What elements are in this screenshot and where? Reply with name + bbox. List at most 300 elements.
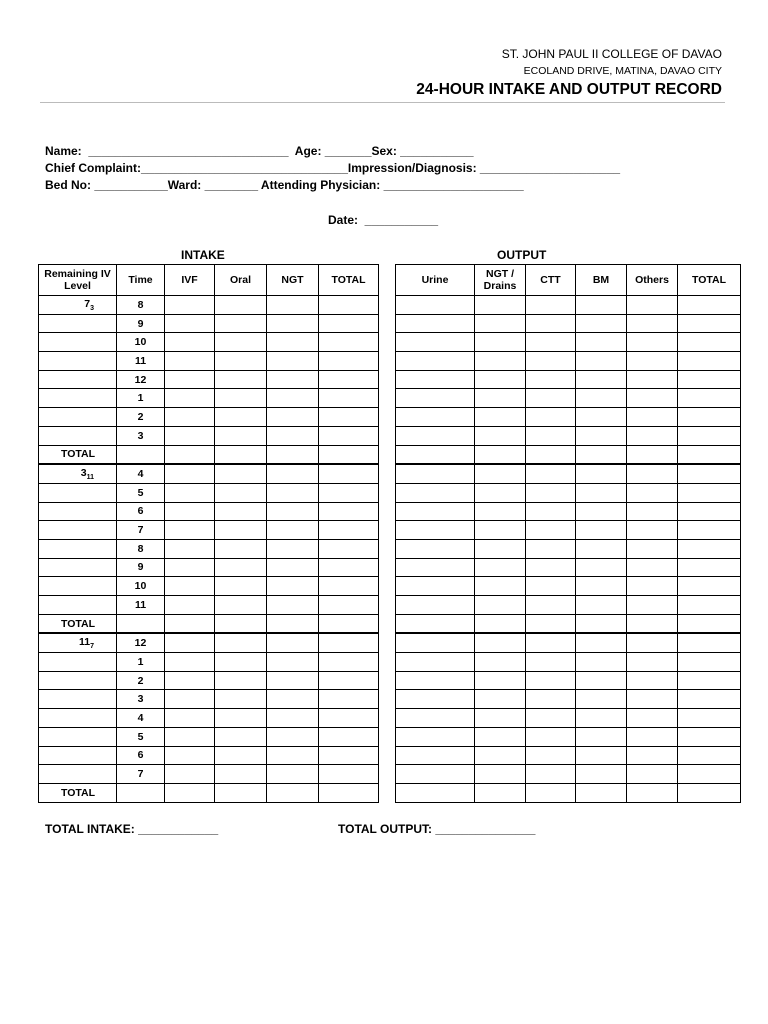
ctt-cell[interactable]: [526, 296, 576, 315]
intake-total-cell[interactable]: [319, 671, 379, 690]
ivf-cell[interactable]: [165, 296, 215, 315]
output-total-cell[interactable]: [678, 671, 741, 690]
bm-cell[interactable]: [576, 746, 627, 765]
ivf-cell[interactable]: [165, 408, 215, 427]
bm-cell[interactable]: [576, 539, 627, 558]
ctt-cell[interactable]: [526, 727, 576, 746]
ivf-cell[interactable]: [165, 370, 215, 389]
ctt-cell[interactable]: [526, 539, 576, 558]
ngt-cell[interactable]: [267, 426, 319, 445]
others-cell[interactable]: [627, 653, 678, 672]
ngt-cell[interactable]: [267, 389, 319, 408]
shift-total-cell[interactable]: [165, 445, 215, 464]
oral-cell[interactable]: [215, 483, 267, 502]
intake-total-cell[interactable]: [319, 483, 379, 502]
others-cell[interactable]: [627, 596, 678, 615]
bm-cell[interactable]: [576, 727, 627, 746]
oral-cell[interactable]: [215, 333, 267, 352]
iv-level-cell[interactable]: [39, 671, 117, 690]
output-total-cell[interactable]: [678, 464, 741, 483]
output-total-cell[interactable]: [678, 558, 741, 577]
output-total-cell[interactable]: [678, 483, 741, 502]
urine-cell[interactable]: [396, 296, 475, 315]
oral-cell[interactable]: [215, 727, 267, 746]
iv-level-cell[interactable]: [39, 426, 117, 445]
shift-total-cell[interactable]: [267, 614, 319, 633]
others-cell[interactable]: [627, 765, 678, 784]
iv-level-cell[interactable]: [39, 765, 117, 784]
oral-cell[interactable]: [215, 408, 267, 427]
others-cell[interactable]: [627, 408, 678, 427]
oral-cell[interactable]: [215, 314, 267, 333]
iv-level-cell[interactable]: [39, 558, 117, 577]
iv-level-cell[interactable]: [39, 483, 117, 502]
iv-level-cell[interactable]: [39, 709, 117, 728]
others-cell[interactable]: [627, 690, 678, 709]
ctt-cell[interactable]: [526, 653, 576, 672]
output-total-cell[interactable]: [678, 370, 741, 389]
shift-total-cell[interactable]: [627, 614, 678, 633]
intake-total-cell[interactable]: [319, 408, 379, 427]
ctt-cell[interactable]: [526, 596, 576, 615]
table-row: [396, 370, 741, 389]
urine-cell[interactable]: [396, 633, 475, 652]
urine-cell[interactable]: [396, 502, 475, 521]
ivf-cell[interactable]: [165, 596, 215, 615]
ivf-cell[interactable]: [165, 746, 215, 765]
intake-total-cell[interactable]: [319, 653, 379, 672]
oral-cell[interactable]: [215, 426, 267, 445]
intake-total-cell[interactable]: [319, 464, 379, 483]
ngt-cell[interactable]: [267, 558, 319, 577]
intake-total-cell[interactable]: [319, 633, 379, 652]
bm-cell[interactable]: [576, 765, 627, 784]
ivf-cell[interactable]: [165, 389, 215, 408]
iv-level-cell[interactable]: [39, 502, 117, 521]
shift-total-cell[interactable]: [396, 783, 475, 802]
urine-cell[interactable]: [396, 709, 475, 728]
ngt-cell[interactable]: [267, 596, 319, 615]
bm-cell[interactable]: [576, 389, 627, 408]
ctt-cell[interactable]: [526, 765, 576, 784]
ngt-cell[interactable]: [267, 653, 319, 672]
shift-total-cell[interactable]: [215, 783, 267, 802]
ngt-drains-cell[interactable]: [475, 765, 526, 784]
ctt-cell[interactable]: [526, 690, 576, 709]
ngt-drains-cell[interactable]: [475, 746, 526, 765]
table-row: [39, 333, 379, 352]
ctt-cell[interactable]: [526, 521, 576, 540]
others-cell[interactable]: [627, 296, 678, 315]
ctt-cell[interactable]: [526, 483, 576, 502]
bm-cell[interactable]: [576, 653, 627, 672]
ivf-cell[interactable]: [165, 653, 215, 672]
iv-level-cell[interactable]: [39, 746, 117, 765]
output-total-cell[interactable]: [678, 352, 741, 371]
ivf-cell[interactable]: [165, 464, 215, 483]
intake-total-cell[interactable]: [319, 746, 379, 765]
oral-cell[interactable]: [215, 521, 267, 540]
oral-cell[interactable]: [215, 690, 267, 709]
output-total-cell[interactable]: [678, 314, 741, 333]
others-cell[interactable]: [627, 727, 678, 746]
others-cell[interactable]: [627, 352, 678, 371]
others-cell[interactable]: [627, 370, 678, 389]
intake-total-cell[interactable]: [319, 765, 379, 784]
others-cell[interactable]: [627, 483, 678, 502]
urine-cell[interactable]: [396, 483, 475, 502]
shift-total-cell[interactable]: [576, 614, 627, 633]
oral-cell[interactable]: [215, 370, 267, 389]
output-total-cell[interactable]: [678, 596, 741, 615]
oral-cell[interactable]: [215, 765, 267, 784]
ngt-cell[interactable]: [267, 709, 319, 728]
shift-total-cell[interactable]: [475, 783, 526, 802]
output-total-cell[interactable]: [678, 502, 741, 521]
others-cell[interactable]: [627, 558, 678, 577]
shift-total-cell[interactable]: [319, 614, 379, 633]
shift-total-cell[interactable]: [215, 445, 267, 464]
iv-level-cell[interactable]: [39, 389, 117, 408]
bm-cell[interactable]: [576, 521, 627, 540]
ctt-cell[interactable]: [526, 577, 576, 596]
shift-total-cell[interactable]: [526, 783, 576, 802]
shift-total-cell[interactable]: [117, 783, 165, 802]
shift-total-cell[interactable]: [475, 445, 526, 464]
ivf-cell[interactable]: [165, 765, 215, 784]
shift-total-cell[interactable]: [576, 445, 627, 464]
ctt-cell[interactable]: [526, 314, 576, 333]
others-cell[interactable]: [627, 502, 678, 521]
intake-total-cell[interactable]: [319, 426, 379, 445]
others-cell[interactable]: [627, 521, 678, 540]
iv-level-cell[interactable]: [39, 690, 117, 709]
oral-cell[interactable]: [215, 296, 267, 315]
bm-cell[interactable]: [576, 426, 627, 445]
output-total-cell[interactable]: [678, 426, 741, 445]
ctt-cell[interactable]: [526, 709, 576, 728]
intake-total-cell[interactable]: [319, 333, 379, 352]
shift-total-cell[interactable]: [678, 783, 741, 802]
urine-cell[interactable]: [396, 333, 475, 352]
bm-cell[interactable]: [576, 483, 627, 502]
ctt-cell[interactable]: [526, 558, 576, 577]
iv-level-cell[interactable]: [39, 352, 117, 371]
shift-total-cell[interactable]: [165, 783, 215, 802]
urine-cell[interactable]: [396, 370, 475, 389]
ivf-cell[interactable]: [165, 727, 215, 746]
iv-level-cell[interactable]: [39, 370, 117, 389]
ngt-drains-cell[interactable]: [475, 483, 526, 502]
shift-total-cell[interactable]: [117, 614, 165, 633]
ctt-cell[interactable]: [526, 370, 576, 389]
urine-cell[interactable]: [396, 671, 475, 690]
oral-cell[interactable]: [215, 558, 267, 577]
table-row: [396, 671, 741, 690]
ctt-cell[interactable]: [526, 389, 576, 408]
urine-cell[interactable]: [396, 727, 475, 746]
output-total-cell[interactable]: [678, 521, 741, 540]
ngt-drains-cell[interactable]: [475, 389, 526, 408]
oral-cell[interactable]: [215, 389, 267, 408]
output-total-cell[interactable]: [678, 408, 741, 427]
urine-cell[interactable]: [396, 577, 475, 596]
urine-cell[interactable]: [396, 521, 475, 540]
ngt-drains-cell[interactable]: [475, 426, 526, 445]
ngt-cell[interactable]: [267, 352, 319, 371]
bm-cell[interactable]: [576, 464, 627, 483]
ngt-drains-cell[interactable]: [475, 596, 526, 615]
iv-level-cell[interactable]: [39, 314, 117, 333]
ngt-cell[interactable]: [267, 633, 319, 652]
ivf-cell[interactable]: [165, 558, 215, 577]
shift-total-cell[interactable]: [526, 445, 576, 464]
oral-cell[interactable]: [215, 352, 267, 371]
intake-total-cell[interactable]: [319, 314, 379, 333]
shift-total-cell[interactable]: [396, 614, 475, 633]
output-total-cell[interactable]: [678, 765, 741, 784]
ngt-drains-cell[interactable]: [475, 521, 526, 540]
ngt-drains-cell[interactable]: [475, 690, 526, 709]
ngt-cell[interactable]: [267, 690, 319, 709]
output-total-cell[interactable]: [678, 727, 741, 746]
bm-cell[interactable]: [576, 502, 627, 521]
urine-cell[interactable]: [396, 690, 475, 709]
ngt-drains-cell[interactable]: [475, 577, 526, 596]
shift-total-cell[interactable]: [319, 783, 379, 802]
ctt-cell[interactable]: [526, 746, 576, 765]
oral-cell[interactable]: [215, 539, 267, 558]
iv-level-cell[interactable]: [39, 521, 117, 540]
shift-total-cell[interactable]: [627, 445, 678, 464]
iv-level-cell[interactable]: [39, 539, 117, 558]
others-cell[interactable]: [627, 314, 678, 333]
output-total-cell[interactable]: [678, 746, 741, 765]
bm-cell[interactable]: [576, 352, 627, 371]
shift-total-cell[interactable]: [576, 783, 627, 802]
ngt-cell[interactable]: [267, 370, 319, 389]
bm-cell[interactable]: [576, 671, 627, 690]
ctt-cell[interactable]: [526, 633, 576, 652]
shift-total-cell[interactable]: [627, 783, 678, 802]
ngt-cell[interactable]: [267, 483, 319, 502]
ctt-cell[interactable]: [526, 464, 576, 483]
oral-cell[interactable]: [215, 671, 267, 690]
oral-cell[interactable]: [215, 709, 267, 728]
ivf-cell[interactable]: [165, 314, 215, 333]
ngt-drains-cell[interactable]: [475, 653, 526, 672]
iv-level-cell[interactable]: [39, 596, 117, 615]
others-cell[interactable]: [627, 333, 678, 352]
bm-cell[interactable]: [576, 709, 627, 728]
output-total-cell[interactable]: [678, 653, 741, 672]
urine-cell[interactable]: [396, 539, 475, 558]
ngt-drains-cell[interactable]: [475, 671, 526, 690]
output-total-cell[interactable]: [678, 539, 741, 558]
intake-total-cell[interactable]: [319, 352, 379, 371]
ivf-cell[interactable]: [165, 352, 215, 371]
intake-total-cell[interactable]: [319, 727, 379, 746]
ivf-cell[interactable]: [165, 633, 215, 652]
shift-total-cell[interactable]: [267, 445, 319, 464]
ngt-cell[interactable]: [267, 577, 319, 596]
urine-cell[interactable]: [396, 389, 475, 408]
ngt-drains-cell[interactable]: [475, 709, 526, 728]
ivf-cell[interactable]: [165, 577, 215, 596]
oral-cell[interactable]: [215, 464, 267, 483]
iv-level-cell[interactable]: [39, 577, 117, 596]
intake-total-cell[interactable]: [319, 521, 379, 540]
iv-level-cell[interactable]: [39, 408, 117, 427]
intake-total-cell[interactable]: [319, 370, 379, 389]
bm-cell[interactable]: [576, 370, 627, 389]
ngt-drains-cell[interactable]: [475, 633, 526, 652]
ngt-drains-cell[interactable]: [475, 727, 526, 746]
urine-cell[interactable]: [396, 765, 475, 784]
intake-total-cell[interactable]: [319, 690, 379, 709]
iv-level-cell[interactable]: [39, 727, 117, 746]
intake-total-cell[interactable]: [319, 577, 379, 596]
bm-cell[interactable]: [576, 690, 627, 709]
output-total-cell[interactable]: [678, 690, 741, 709]
ngt-cell[interactable]: [267, 539, 319, 558]
ivf-cell[interactable]: [165, 426, 215, 445]
ngt-drains-cell[interactable]: [475, 352, 526, 371]
others-cell[interactable]: [627, 709, 678, 728]
ngt-cell[interactable]: [267, 464, 319, 483]
urine-cell[interactable]: [396, 653, 475, 672]
shift-total-cell[interactable]: [215, 614, 267, 633]
shift-total-row: [396, 614, 741, 633]
ctt-cell[interactable]: [526, 502, 576, 521]
others-cell[interactable]: [627, 633, 678, 652]
ngt-cell[interactable]: [267, 502, 319, 521]
others-cell[interactable]: [627, 539, 678, 558]
ngt-drains-cell[interactable]: [475, 370, 526, 389]
urine-cell[interactable]: [396, 558, 475, 577]
others-cell[interactable]: [627, 389, 678, 408]
ivf-cell[interactable]: [165, 333, 215, 352]
output-total-cell[interactable]: [678, 296, 741, 315]
ivf-cell[interactable]: [165, 521, 215, 540]
oral-cell[interactable]: [215, 633, 267, 652]
ngt-drains-cell[interactable]: [475, 502, 526, 521]
ngt-cell[interactable]: [267, 746, 319, 765]
ivf-cell[interactable]: [165, 690, 215, 709]
urine-cell[interactable]: [396, 408, 475, 427]
others-cell[interactable]: [627, 671, 678, 690]
urine-cell[interactable]: [396, 464, 475, 483]
ctt-cell[interactable]: [526, 408, 576, 427]
ngt-cell[interactable]: [267, 521, 319, 540]
shift-total-cell[interactable]: [117, 445, 165, 464]
output-total-cell[interactable]: [678, 333, 741, 352]
ctt-cell[interactable]: [526, 671, 576, 690]
output-total-cell[interactable]: [678, 709, 741, 728]
others-cell[interactable]: [627, 426, 678, 445]
intake-total-cell[interactable]: [319, 296, 379, 315]
ngt-cell[interactable]: [267, 333, 319, 352]
ctt-cell[interactable]: [526, 352, 576, 371]
others-cell[interactable]: [627, 577, 678, 596]
ngt-drains-cell[interactable]: [475, 314, 526, 333]
iv-level-cell[interactable]: [39, 333, 117, 352]
ngt-drains-cell[interactable]: [475, 464, 526, 483]
ngt-drains-cell[interactable]: [475, 408, 526, 427]
bm-cell[interactable]: [576, 558, 627, 577]
shift-total-cell[interactable]: [267, 783, 319, 802]
bm-cell[interactable]: [576, 314, 627, 333]
shift-total-cell[interactable]: [678, 614, 741, 633]
urine-cell[interactable]: [396, 596, 475, 615]
output-total-cell[interactable]: [678, 577, 741, 596]
ngt-drains-cell[interactable]: [475, 296, 526, 315]
ivf-cell[interactable]: [165, 671, 215, 690]
oral-cell[interactable]: [215, 596, 267, 615]
ngt-cell[interactable]: [267, 314, 319, 333]
others-cell[interactable]: [627, 464, 678, 483]
shift-total-label: TOTAL: [39, 783, 117, 802]
intake-total-cell[interactable]: [319, 389, 379, 408]
intake-total-cell[interactable]: [319, 539, 379, 558]
bm-cell[interactable]: [576, 408, 627, 427]
ivf-cell[interactable]: [165, 709, 215, 728]
bm-cell[interactable]: [576, 333, 627, 352]
shift-total-cell[interactable]: [165, 614, 215, 633]
ngt-cell[interactable]: [267, 408, 319, 427]
urine-cell[interactable]: [396, 314, 475, 333]
oral-cell[interactable]: [215, 653, 267, 672]
ivf-cell[interactable]: [165, 502, 215, 521]
intake-total-cell[interactable]: [319, 502, 379, 521]
shift-total-cell[interactable]: [475, 614, 526, 633]
shift-total-cell[interactable]: [319, 445, 379, 464]
ngt-cell[interactable]: [267, 296, 319, 315]
shift-total-cell[interactable]: [396, 445, 475, 464]
table-row: [39, 671, 379, 690]
ctt-cell[interactable]: [526, 333, 576, 352]
ngt-drains-cell[interactable]: [475, 539, 526, 558]
ngt-drains-cell[interactable]: [475, 333, 526, 352]
ivf-cell[interactable]: [165, 483, 215, 502]
oral-cell[interactable]: [215, 746, 267, 765]
shift-total-cell[interactable]: [678, 445, 741, 464]
ngt-drains-cell[interactable]: [475, 558, 526, 577]
intake-total-cell[interactable]: [319, 596, 379, 615]
ivf-cell[interactable]: [165, 539, 215, 558]
urine-cell[interactable]: [396, 746, 475, 765]
bm-cell[interactable]: [576, 577, 627, 596]
urine-cell[interactable]: [396, 352, 475, 371]
ngt-cell[interactable]: [267, 765, 319, 784]
bm-cell[interactable]: [576, 296, 627, 315]
bm-cell[interactable]: [576, 596, 627, 615]
output-total-cell[interactable]: [678, 389, 741, 408]
intake-total-cell[interactable]: [319, 558, 379, 577]
ctt-cell[interactable]: [526, 426, 576, 445]
shift-total-cell[interactable]: [526, 614, 576, 633]
urine-cell[interactable]: [396, 426, 475, 445]
ngt-cell[interactable]: [267, 727, 319, 746]
bm-cell[interactable]: [576, 633, 627, 652]
oral-cell[interactable]: [215, 577, 267, 596]
oral-cell[interactable]: [215, 502, 267, 521]
others-cell[interactable]: [627, 746, 678, 765]
ngt-cell[interactable]: [267, 671, 319, 690]
intake-total-cell[interactable]: [319, 709, 379, 728]
output-total-cell[interactable]: [678, 633, 741, 652]
iv-level-cell[interactable]: [39, 653, 117, 672]
